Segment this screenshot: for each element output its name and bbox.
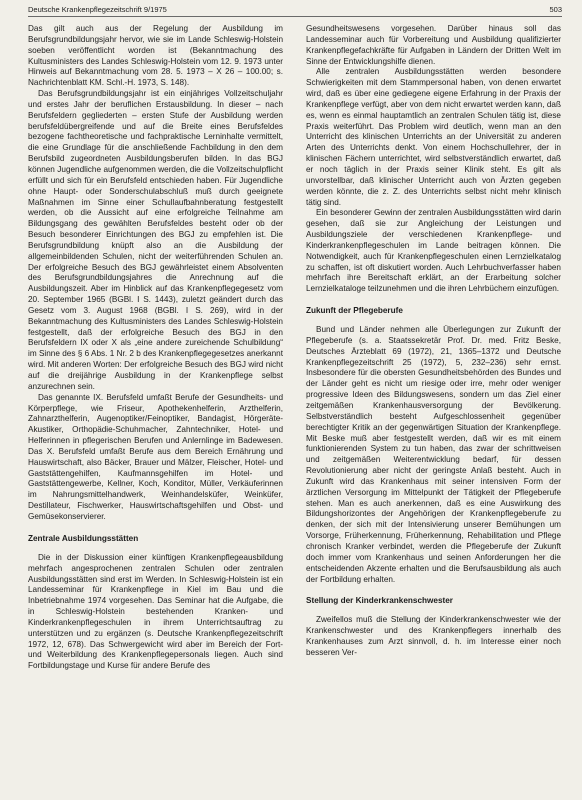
paragraph: Das gilt auch aus der Regelung der Ausbildung im Berufsgrundbildungsjahr hervor, wie sie im Lande Schleswig-Holstein soeben veröffentlicht worden ist (Bekanntmachung des Kultusministers des Landes Schleswig-Holstein vom 12. 9. 1973 unter Hinweis auf Bekanntmachung vom 28. 5. 1973 – X 26 – 100.00; s. Nachrichtenblatt KM. Schl.-H. 1973, S. 148). bbox=[28, 24, 283, 88]
section-heading: Zentrale Ausbildungsstätten bbox=[28, 533, 139, 543]
paragraph: Bund und Länder nehmen alle Überlegungen zur Zukunft der Pflegeberufe (s. a. Staatssekretär Prof. Dr. med. Fritz Beske, Deutsches Ärzteblatt 69 (1972), 21, 1365–1372 und Deutsche Krankenpflegezeitschrift 25 (1972), 5, 232–236) sehr ernst. Insbesondere für die obersten Gesundheitsbehörden des Bundes und der Länder geht es nicht um riesige oder irre, mehr oder weniger progressive Ideen des Bildungswesens, sondern um das Ziel einer zeitgemäßen Krankenhausversorgung der Bevölkerung. Selbstverständlich besteht Aufgeschlossenheit gegenüber berechtigter Kritik an der gegenwärtigen Situation der Krankenpflege. Mit Beske muß aber festgestellt werden, daß wir es mit einem funktionierenden System zu tun haben, das zwar der schrittweisen und zeitgemäßen Weiterentwicklung bedarf, für dessen Revolutionierung aber nicht der geringste Anlaß besteht. Auch in Zukunft wird das Krankenhaus mit seiner intensiven Form der ärztlichen Versorgung im Mittelpunkt der Tätigkeit der Pflegeberufe stehen. Man es auch anerkennen, daß es eine Auswirkung des Bildungshorizontes der Angehörigen der Krankenpflegeberufe zu denken, der sich mit der Intensivierung unserer Bemühungen um Vorsorge, Früherkennung, Früherkennung, Rehabilitation und Pflege chronisch Kranker verbindet, werden die Pflegeberufe der Zukunft doch immer vom Krankenhaus und seinen Anforderungen her die entscheidenden Akzente erhalten und die Berufsausbildung als auch der Fortbildung erhalten. bbox=[306, 325, 561, 584]
paragraph: Gesundheitswesens vorgesehen. Darüber hinaus soll das Landesseminar auch für Vorbereitung und Ausbildung qualifizierter Krankenpflegefachkräfte für Aufgaben in Ländern der Dritten Welt im Sinne der Entwicklungshilfe dienen. bbox=[306, 24, 561, 66]
journal-title: Deutsche Krankenpflegezeitschrift 9/1975 bbox=[28, 5, 167, 14]
running-header bbox=[28, 4, 562, 17]
paragraph: Alle zentralen Ausbildungsstätten werden besondere Schwierigkeiten mit dem Stammpersonal haben, von denen erwartet wird, daß es über eine gediegene eigene Erfahrung in der Praxis der Krankenpflege verfügt, aber von dem nicht erwartet werden kann, daß es, wenn es einmal hauptamtlich an zentralen Schulen tätig ist, diese Praxis weiterführt. Das Problem wird deutlich, wenn man an den Unterricht des klinischen Unterrichts an der Universität zu anderen Arten des Unterrichts denkt. Von einem Hochschullehrer, der in klinischen Fächern unterrichtet, wird selbstverständlich erwartet, daß er noch täglich in der Praxis seiner Klinik steht. Es gilt als unvorstellbar, daß klinischer Unterricht auch von Ärzten gegeben werden könnte, die z. Z. des Unterrichts selbst nicht mehr klinisch tätig sind. bbox=[306, 67, 561, 207]
paragraph: Das Berufsgrundbildungsjahr ist ein einjähriges Vollzeitschuljahr und erstes Jahr der beruflichen Erstausbildung. In dieser – nach Berufsfeldern gegliederten – ersten Stufe der Ausbildung werden berufsfeldübergreifende und auf die Breite eines Berufsfeldes bezogene fachtheoretische und fachpraktische Lerninhalte vermittelt, die eine Grundlage für die anschließende Fachbildung in den dem Berufsbild zugeordneten Ausbildungsberufen bilden. In das BGJ können Jugendliche aufgenommen werden, die die Vollzeitschulpflicht erfüllt und sich für ein Berufsfeld entschieden haben. Für Jugendliche ohne Haupt- oder Sonderschulabschluß muß durch geeignete Maßnahmen im Sinne einer Schullaufbahnberatung festgestellt werden, ob die Aussicht auf eine erfolgreiche Teilnahme am Bildungsgang des gewählten Berufsfeldes besteht oder ob der Besuch besonderer Einrichtungen des BGJ zu empfehlen ist. Die Berufsgrundbildung knüpft also an die Ausbildung der allgemeinbildenden Schulen, nicht der weiterführenden Schulen an. Der erfolgreiche Besuch des BGJ gewährleistet einem Absolventen des Berufsgrundbildungsjahres die Anrechnung auf die Ausbildungszeit. Aber im Hinblick auf das Krankenpflegegesetz vom 20. September 1965 (BGBl. I S. 1443), zuletzt geändert durch das Gesetz vom 3. August 1968 (BGBl. I S. 269), wird in der Bekanntmachung des Kultusministers des Landes Schleswig-Holstein festgestellt, daß der erfolgreiche Besuch des BGJ in den Berufsfeldern IX oder X als „eine andere zureichende Schulbildung“ im Sinne des § 6 Abs. 1 Nr. 2 b des Krankenpflegegesetzes anerkannt wird. Mit anderen Worten: Der erfolgreiche Besuch des BGJ wird nicht auf die dreijährige Ausbildung in der Krankenpflege selbst anzurechnen sein. bbox=[28, 89, 283, 391]
left-column bbox=[28, 24, 283, 796]
section-heading: Zukunft der Pflegeberufe bbox=[306, 306, 403, 316]
paragraph: Die in der Diskussion einer künftigen Krankenpflegeausbildung mehrfach angesprochenen zentralen Schulen oder zentralen Ausbildungsstätten sind erst im Werden. In Schleswig-Holstein ist ein Landesseminar für Krankenpflege in Kiel im Bau und die Inbetriebnahme 1974 vorgesehen. Das Seminar hat die Aufgabe, die in Schleswig-Holstein bestehenden Kranken- und Kinderkrankenpflegeschulen in ihrem Unterrichtsauftrag zu unterstützen und zu ergänzen (s. Deutsche Krankenpflegezeitschrift 1972, 12, 678). Das Schwergewicht wird aber im Bereich der Fort- und Weiterbildung des Krankenpflegepersonals liegen. Auch sind Fortbildungstage und Kurse für andere Berufe des bbox=[28, 552, 283, 671]
paragraph: Ein besonderer Gewinn der zentralen Ausbildungsstätten wird darin gesehen, daß sie zur Angleichung der Leistungen und Ausbildungsziele der verschiedenen Krankenpflege- und Kinderkrankenpflegeschulen im Lande beitragen können. Die Notwendigkeit, auch für Krankenpflegeschulen einen Lernzielkatalog zu schaffen, ist oft diskutiert worden. Auch Lehrbuchverfasser haben mehrfach ihre Bereitschaft erklärt, an der Erarbeitung solcher Lernzielkataloge teilzunehmen und die ihren Lehrbüchern einzufügen. bbox=[306, 208, 561, 294]
paragraph: Das genannte IX. Berufsfeld umfaßt Berufe der Gesundheits- und Körperpflege, wie Friseur, Apothekenhelferin, Arzthelferin, Zahnarzthelferin, Augenoptiker/Feinoptiker, Bandagist, Hörgeräte-Akustiker, Orthopädie-Schuhmacher, Zahntechniker, Hotel- und Helferinnen in pflegerischen Berufen und Anlernlinge im Badewesen. Das X. Berufsfeld umfaßt Berufe aus dem Bereich Ernährung und Hauswirtschaft, also Bäcker, Brauer und Mälzer, Fleischer, Hotel- und Gaststättengehilfen, Kaufmannsgehilfen im Hotel- und Gaststättengewerbe, Kellner, Koch, Konditor, Müller, Verkäuferinnen im Nahrungsmittelhandwerk, Weinhandelsküfer, Weinküfer, Destillateur, Fischwerker, Hauswirtschaftsgehilfen und Obst- und Gemüsekonservierer. bbox=[28, 392, 283, 521]
page-number: 503 bbox=[549, 5, 562, 14]
paragraph: Zweifellos muß die Stellung der Kinderkrankenschwester wie der Krankenschwester und des Krankenpflegers innerhalb des Krankenhauses zum Arzt sinnvoll, d. h. im Interesse einer noch besseren Ver- bbox=[306, 615, 561, 657]
right-column bbox=[306, 24, 561, 796]
section-heading: Stellung der Kinderkrankenschwester bbox=[306, 596, 453, 606]
